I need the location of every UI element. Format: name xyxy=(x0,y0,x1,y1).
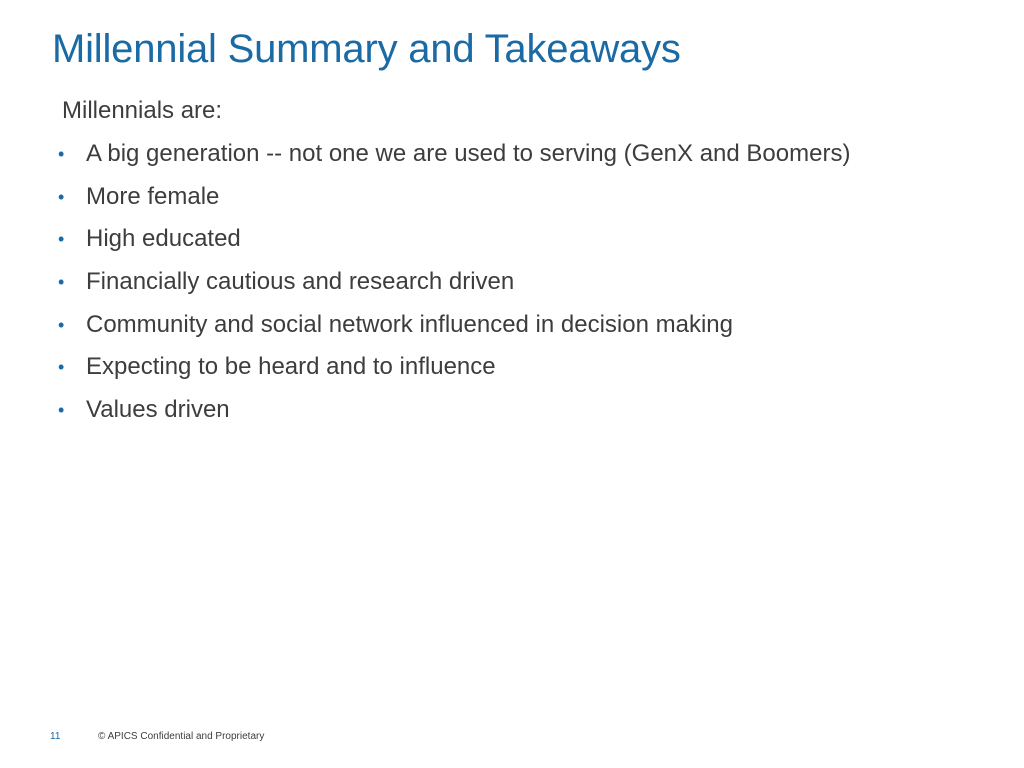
bullet-icon: • xyxy=(58,357,65,378)
bullet-icon: • xyxy=(58,229,65,250)
page-number: 11 xyxy=(50,731,61,742)
list-item xyxy=(58,310,850,353)
list-item xyxy=(58,352,850,395)
list-item xyxy=(58,267,850,310)
intro-text: Millennials are: xyxy=(62,97,223,124)
bullet-icon: • xyxy=(58,400,65,421)
slide-title: Millennial Summary and Takeaways xyxy=(52,27,681,71)
list-item xyxy=(58,182,850,225)
list-item xyxy=(58,139,850,182)
bullet-icon: • xyxy=(58,272,65,293)
slide-footer xyxy=(50,730,264,744)
list-item xyxy=(58,224,850,267)
list-item-text: Community and social network influenced in decision making xyxy=(86,310,733,338)
list-item xyxy=(58,395,850,438)
bullet-list xyxy=(58,139,850,438)
list-item-text: Values driven xyxy=(86,396,230,424)
bullet-icon: • xyxy=(58,144,65,164)
copyright-notice: © APICS Confidential and Proprietary xyxy=(98,731,265,742)
list-item-text: Expecting to be heard and to influence xyxy=(86,353,496,381)
bullet-icon: • xyxy=(58,186,65,207)
list-item-text: High educated xyxy=(86,225,241,253)
list-item-text: More female xyxy=(86,182,220,210)
bullet-icon: • xyxy=(58,314,65,335)
list-item-text: Financially cautious and research driven xyxy=(86,268,515,296)
list-item-text: A big generation -- not one we are used to serving (GenX and Boomers) xyxy=(86,140,851,167)
